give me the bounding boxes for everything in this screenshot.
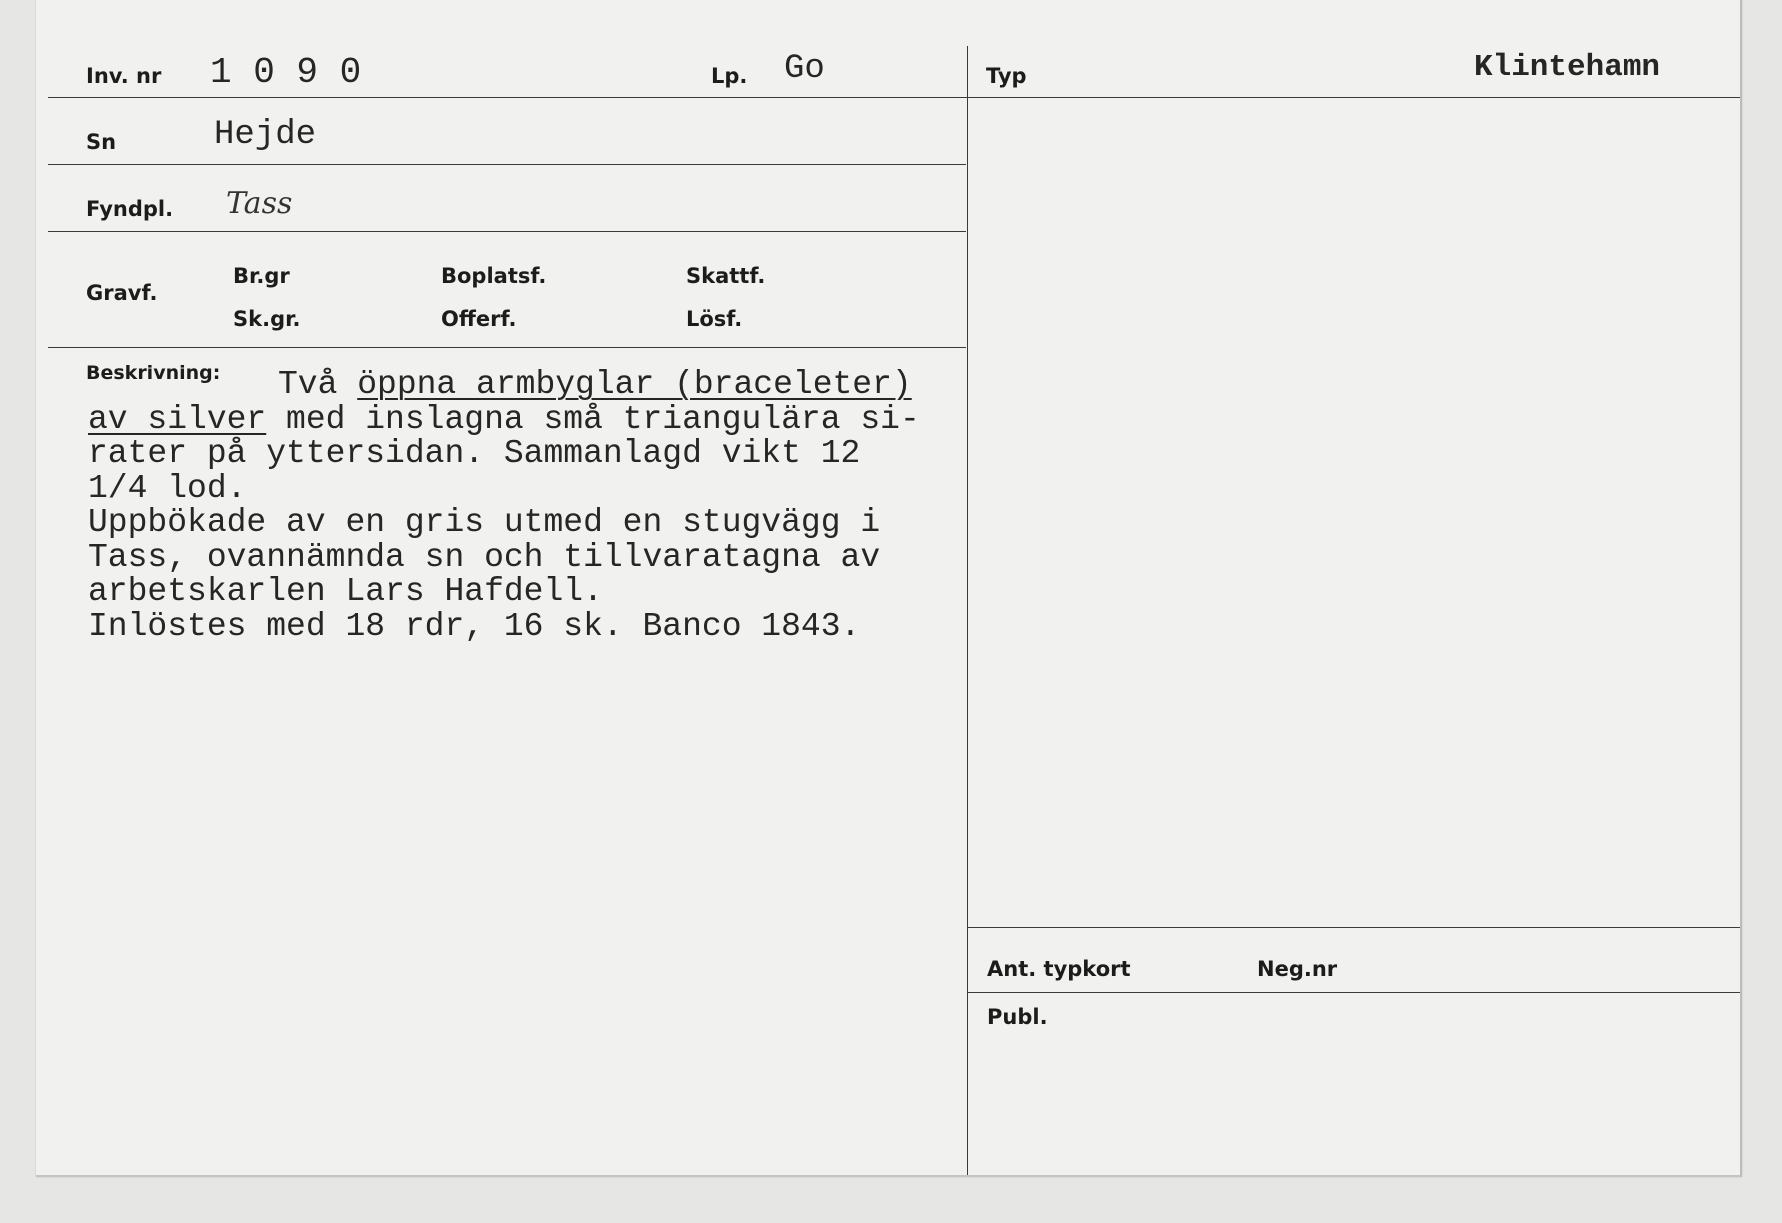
description-underlined: öppna armbyglar (braceleter) xyxy=(357,366,912,403)
offerf-label: Offerf. xyxy=(441,307,517,331)
fyndpl-value: Tass xyxy=(226,186,293,221)
skgr-label: Sk.gr. xyxy=(233,307,301,331)
inv-nr-value: 1 0 9 0 xyxy=(210,52,362,93)
sn-label: Sn xyxy=(86,130,117,154)
lp-label: Lp. xyxy=(711,64,748,88)
ant-typkort-label: Ant. typkort xyxy=(987,957,1131,981)
description-line: Två xyxy=(278,366,358,403)
description-line: Uppbökade av en gris utmed en stugvägg i xyxy=(88,504,881,541)
beskrivning-label: Beskrivning: xyxy=(86,362,221,384)
description-line: Inlöstes med 18 rdr, 16 sk. Banco 1843. xyxy=(88,607,861,645)
fyndpl-label: Fyndpl. xyxy=(86,197,174,221)
catalog-card xyxy=(36,0,1742,1177)
skattf-label: Skattf. xyxy=(686,264,766,288)
brgr-label: Br.gr xyxy=(233,264,290,288)
description-line: rater på yttersidan. Sammanlagd vikt 12 xyxy=(88,435,861,472)
inv-nr-label: Inv. nr xyxy=(86,64,162,88)
divider xyxy=(48,97,966,98)
description-line: Tass, ovannämnda sn och tillvaratagna av xyxy=(88,538,881,576)
divider xyxy=(48,164,966,165)
description-line: 1/4 lod. xyxy=(88,469,247,507)
lp-value: Go xyxy=(784,50,825,88)
typ-label: Typ xyxy=(986,64,1027,88)
divider xyxy=(48,347,966,348)
description-underlined: av silver xyxy=(88,400,267,438)
losf-label: Lösf. xyxy=(686,307,743,331)
divider xyxy=(968,992,1740,993)
boplatsf-label: Boplatsf. xyxy=(441,264,547,288)
publ-label: Publ. xyxy=(987,1005,1048,1029)
gravf-label: Gravf. xyxy=(86,281,158,305)
negnr-label: Neg.nr xyxy=(1257,957,1338,981)
typ-value: Klintehamn xyxy=(1474,50,1661,85)
divider xyxy=(966,97,1740,98)
description-text xyxy=(88,368,988,644)
description-line: arbetskarlen Lars Hafdell. xyxy=(88,573,603,610)
sn-value: Hejde xyxy=(214,116,317,154)
divider xyxy=(48,231,966,232)
divider xyxy=(968,927,1740,928)
description-line: med inslagna små triangulära si- xyxy=(266,400,920,438)
